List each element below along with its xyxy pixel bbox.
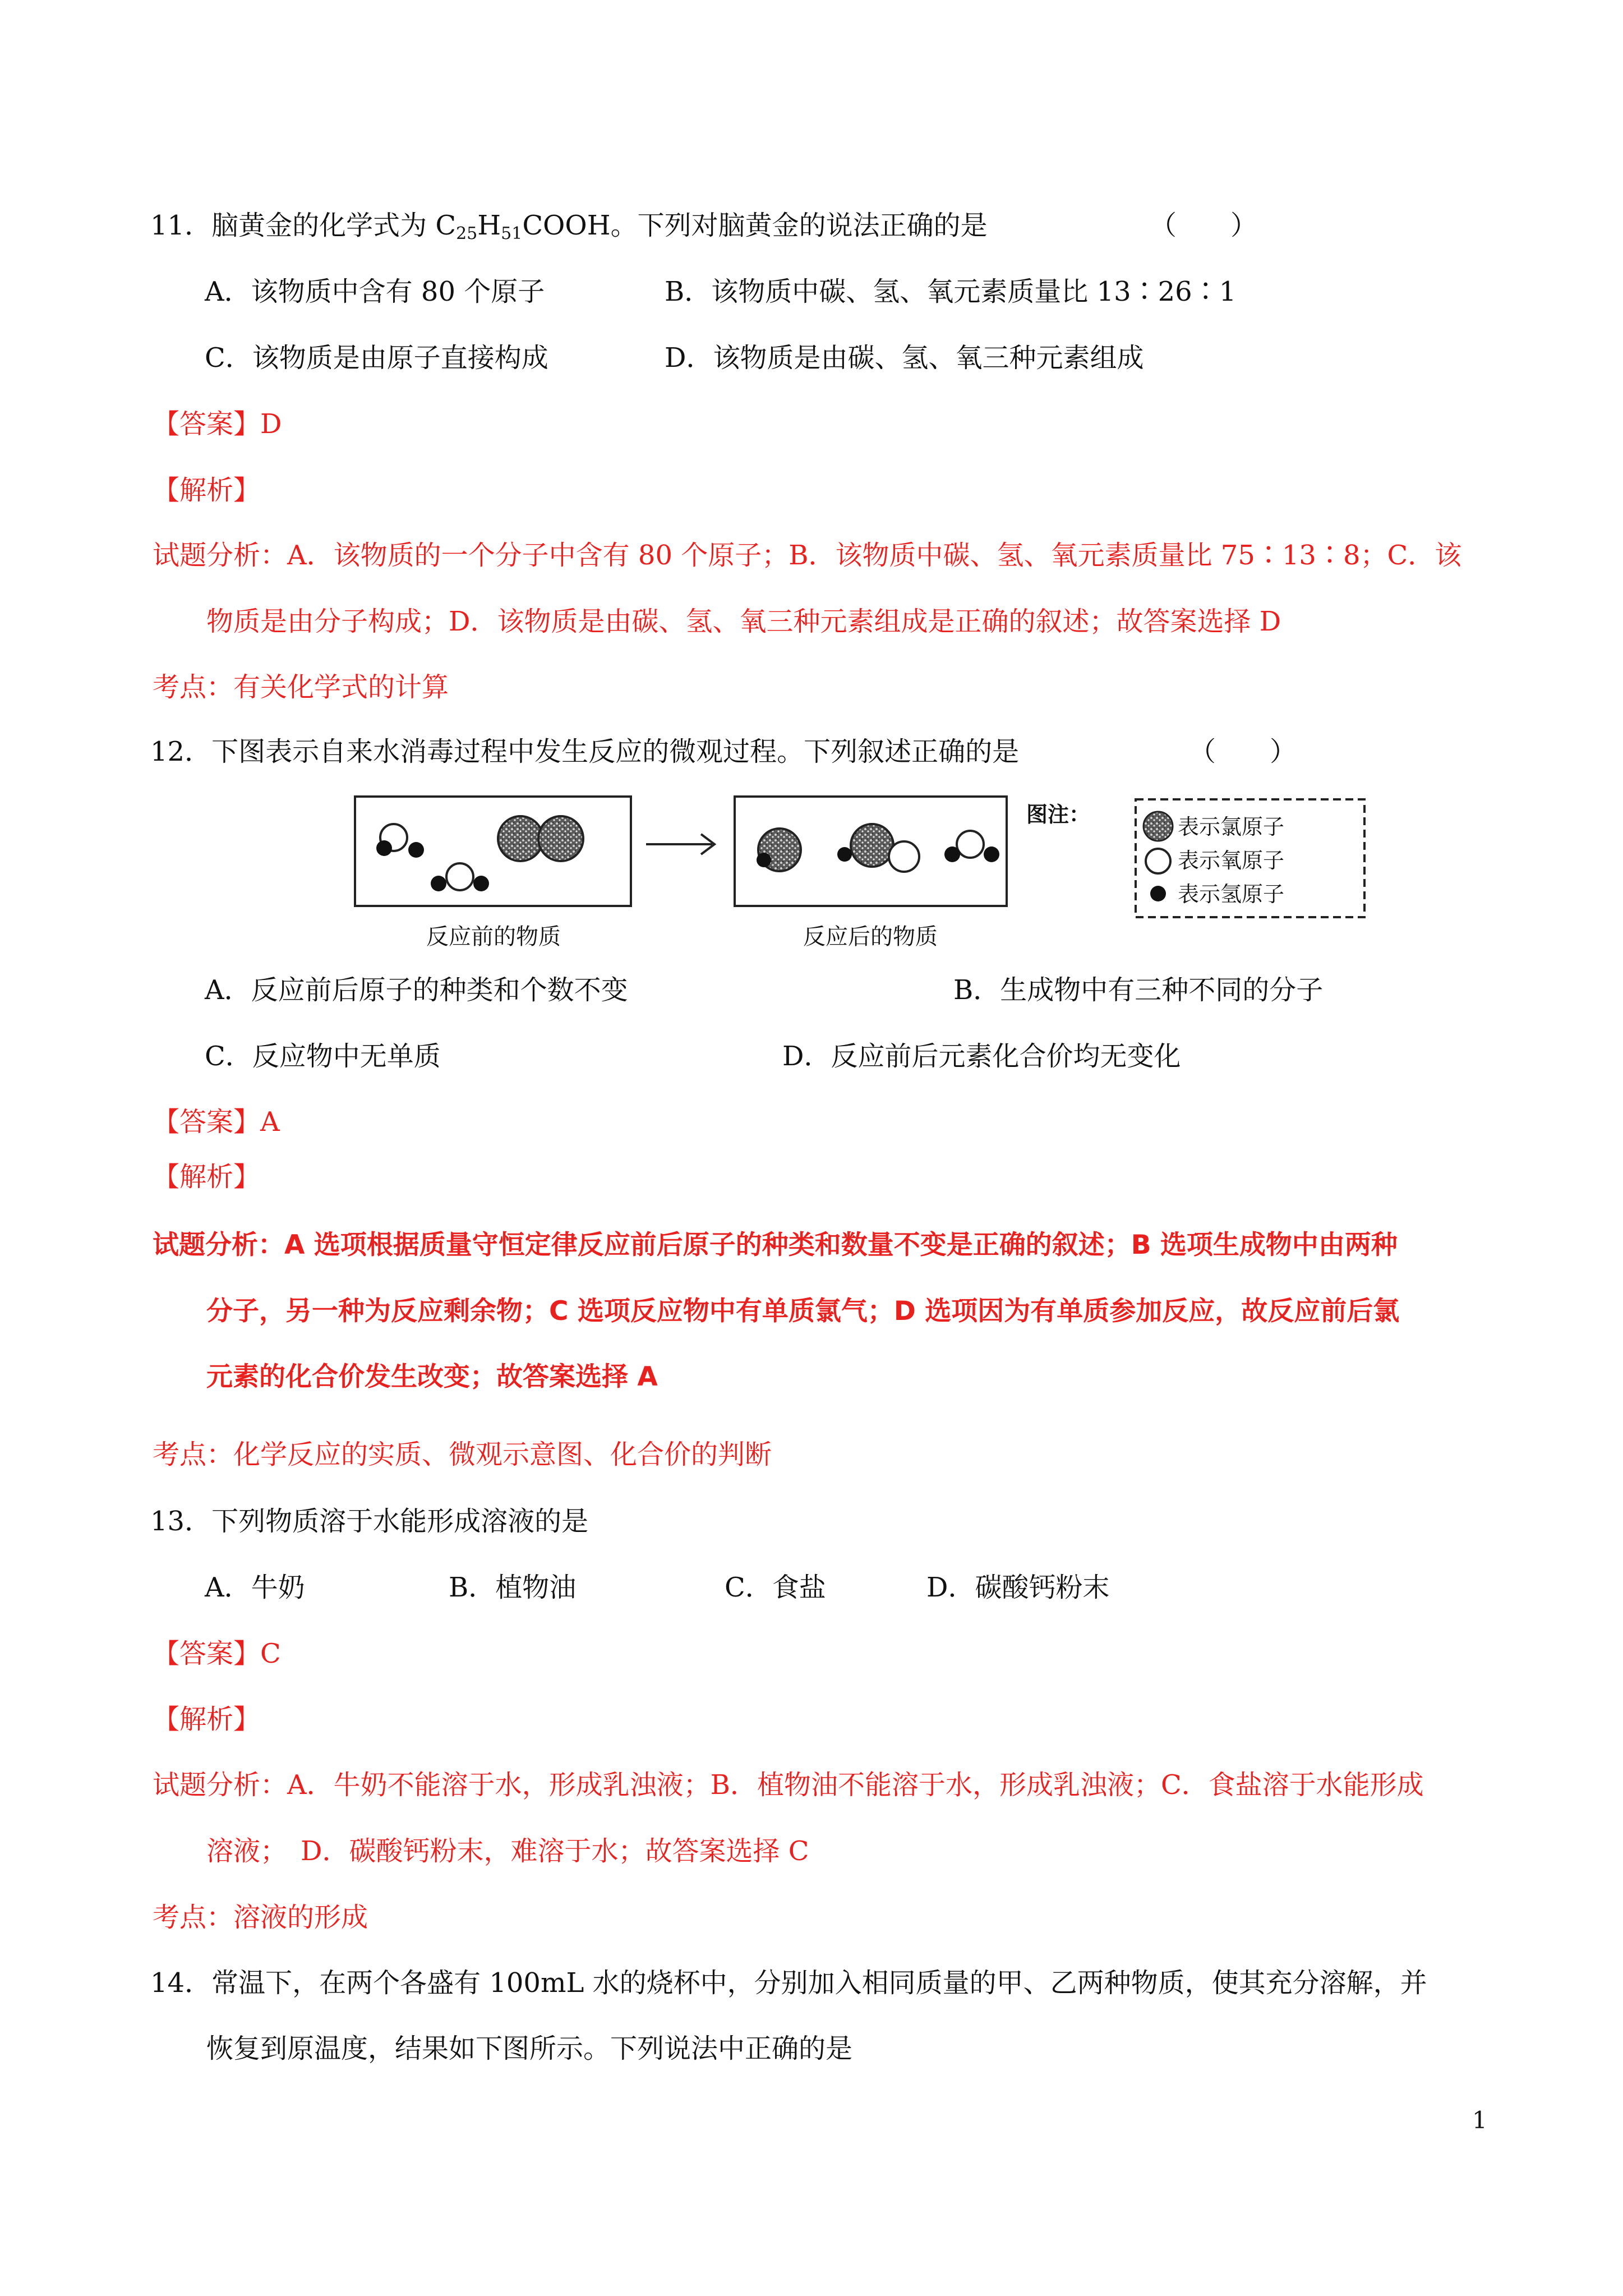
- q11-stem: 11．脑黄金的化学式为 $C_{25}H_{51}COOH$。下列对脑黄金的说法正确的是: [150, 210, 988, 243]
- legend-chlorine-label: 表示氯原子: [1178, 815, 1285, 839]
- q13-kaodian: 考点：溶液的形成: [153, 1902, 368, 1933]
- hydrogen-atom-icon: [837, 847, 852, 862]
- q11-option-c: C．该物质是由原子直接构成: [205, 342, 548, 374]
- chlorine-atom-icon: [498, 816, 543, 861]
- q11-answer-paren: （ ）: [1150, 210, 1258, 241]
- oxygen-atom-icon: [957, 831, 984, 858]
- q13-option-c: C．食盐: [725, 1572, 826, 1603]
- q11-analysis-line1: 试题分析：A．该物质的一个分子中含有 80 个原子；B．该物质中碳、氢、氧元素质量比 75∶13∶8；C．该: [153, 540, 1462, 571]
- chlorine-atom-icon: [851, 824, 893, 867]
- hydrogen-atom-icon: [408, 842, 424, 858]
- q13-answer: 【答案】C: [153, 1638, 281, 1669]
- q12-answer-paren: （ ）: [1189, 736, 1297, 767]
- hydrogen-atom-icon: [431, 876, 446, 891]
- q11-answer: 【答案】D: [153, 408, 282, 440]
- after-caption: 反应后的物质: [803, 924, 938, 950]
- hydrogen-atom-icon: [984, 846, 999, 862]
- legend-chlorine-icon: [1144, 812, 1173, 841]
- q13-stem: 13．下列物质溶于水能形成溶液的是: [150, 1506, 589, 1537]
- q11-analysis-label: 【解析】: [153, 475, 261, 506]
- q12-option-b: B．生成物中有三种不同的分子: [953, 974, 1324, 1006]
- q13-analysis-line1: 试题分析：A．牛奶不能溶于水，形成乳浊液；B．植物油不能溶于水，形成乳浊液；C．食盐溶于水能形成: [153, 1769, 1424, 1801]
- legend-oxygen-icon: [1146, 849, 1170, 873]
- legend-hydrogen-icon: [1150, 886, 1166, 901]
- chlorine-atom-icon: [538, 816, 583, 861]
- before-caption: 反应前的物质: [426, 924, 561, 950]
- q12-analysis-label: 【解析】: [153, 1161, 261, 1193]
- q13-option-d: D．碳酸钙粉末: [926, 1572, 1110, 1603]
- hydrogen-atom-icon: [944, 846, 960, 862]
- reaction-micro-diagram: [353, 794, 1374, 951]
- q13-analysis-label: 【解析】: [153, 1704, 261, 1735]
- q12-analysis-line3: 元素的化合价发生改变；故答案选择 A: [206, 1361, 658, 1392]
- reaction-arrow-icon: [646, 834, 714, 854]
- q14-stem-line1: 14．常温下，在两个各盛有 100mL 水的烧杯中，分别加入相同质量的甲、乙两种物质，使其充分溶解，并: [150, 1967, 1427, 1999]
- q13-option-b: B．植物油: [449, 1572, 577, 1603]
- oxygen-atom-icon: [446, 863, 473, 890]
- q11-analysis-line2: 物质是由分子构成；D．该物质是由碳、氢、氧三种元素组成是正确的叙述；故答案选择 D: [206, 606, 1281, 637]
- legend-title: 图注：: [1026, 802, 1091, 827]
- q12-option-a: A．反应前后原子的种类和个数不变: [205, 974, 628, 1006]
- legend-oxygen-label: 表示氧原子: [1178, 848, 1285, 873]
- q12-analysis-line1: 试题分析：A 选项根据质量守恒定律反应前后原子的种类和数量不变是正确的叙述；B 选项生成物中由两种: [153, 1230, 1398, 1260]
- after-hcl-molecule: [757, 829, 801, 871]
- q11-kaodian: 考点：有关化学式的计算: [153, 671, 449, 703]
- q11-option-b: B．该物质中碳、氢、氧元素质量比 13∶26∶1: [665, 276, 1237, 307]
- legend-hydrogen-label: 表示氢原子: [1178, 882, 1285, 907]
- q14-stem-line2: 恢复到原温度，结果如下图所示。下列说法中正确的是: [206, 2033, 853, 2064]
- hydrogen-atom-icon: [757, 853, 771, 867]
- q12-option-d: D．反应前后元素化合价均无变化: [782, 1041, 1181, 1072]
- oxygen-atom-icon: [889, 841, 919, 872]
- q11-option-a: A．该物质中含有 80 个原子: [205, 276, 545, 307]
- q12-analysis-line2: 分子，另一种为反应剩余物；C 选项反应物中有单质氯气；D 选项因为有单质参加反应，故反应前后氯: [206, 1296, 1400, 1327]
- hydrogen-atom-icon: [473, 876, 489, 891]
- q12-answer: 【答案】A: [153, 1106, 280, 1138]
- q13-option-a: A．牛奶: [205, 1572, 305, 1603]
- page-number: 1: [1472, 2106, 1487, 2134]
- q12-kaodian: 考点：化学反应的实质、微观示意图、化合价的判断: [153, 1439, 772, 1470]
- q11-option-d: D．该物质是由碳、氢、氧三种元素组成: [665, 342, 1144, 374]
- q12-stem: 12．下图表示自来水消毒过程中发生反应的微观过程。下列叙述正确的是: [150, 736, 1020, 767]
- q12-option-c: C．反应物中无单质: [205, 1041, 441, 1072]
- hydrogen-atom-icon: [376, 840, 392, 856]
- q13-analysis-line2: 溶液； D．碳酸钙粉末，难溶于水；故答案选择 C: [206, 1835, 809, 1867]
